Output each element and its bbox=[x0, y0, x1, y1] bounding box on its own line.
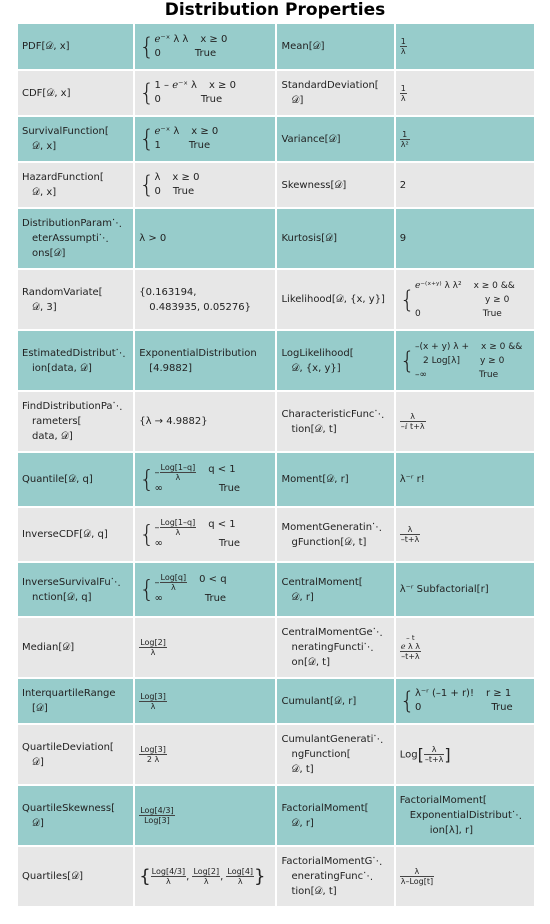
property-value: { ℯ⁻⁽ˣ⁺ʸ⁾ λ λ² x ≥ 0 && y ≥ 0 0 True bbox=[396, 270, 534, 329]
property-value: { ℯ⁻ˣ λ λ x ≥ 0 0 True bbox=[135, 24, 275, 69]
table-row bbox=[18, 618, 534, 677]
property-label: InterquartileRange [𝒟] bbox=[18, 679, 133, 723]
property-value: λ⁻ʳ Subfactorial[r] bbox=[396, 563, 534, 616]
table-row bbox=[18, 117, 534, 161]
page-title: Distribution Properties bbox=[164, 0, 386, 20]
table-row bbox=[18, 209, 534, 268]
property-value: $\frac{1}{\lambda}$ bbox=[396, 71, 534, 115]
property-value: Log[ $\frac{\lambda}{-t+\lambda}$ ] bbox=[396, 725, 534, 784]
table-row bbox=[18, 270, 534, 329]
property-value: 9 bbox=[396, 209, 534, 268]
property-label: FindDistributionPa⋱ rameters[ data, 𝒟] bbox=[18, 392, 133, 451]
table-row bbox=[18, 392, 534, 451]
table-row bbox=[18, 71, 534, 115]
property-label: SurvivalFunction[ 𝒟, x] bbox=[18, 117, 133, 161]
property-value: { 1 – ℯ⁻ˣ λ x ≥ 0 0 True bbox=[135, 71, 275, 115]
property-value: $\frac{\lambda}{\text{λ–Log[t]}}$ bbox=[396, 847, 534, 906]
property-label: CDF[𝒟, x] bbox=[18, 71, 133, 115]
property-label: Variance[𝒟] bbox=[277, 117, 393, 161]
property-label: EstimatedDistribut⋱ ion[data, 𝒟] bbox=[18, 331, 133, 390]
property-value: ExponentialDistribution [4.9882] bbox=[135, 331, 275, 390]
table-row bbox=[18, 725, 534, 784]
property-label: DistributionParam⋱ eterAssumpti⋱ ons[𝒟] bbox=[18, 209, 133, 268]
table-row bbox=[18, 847, 534, 906]
table-row bbox=[18, 508, 534, 561]
table-row bbox=[18, 563, 534, 616]
property-label: PDF[𝒟, x] bbox=[18, 24, 133, 69]
property-value: { – $\frac{\text{Log[q]}}{\lambda}$ 0 < q ∞ True bbox=[135, 563, 275, 616]
property-label: Moment[𝒟, r] bbox=[277, 453, 393, 506]
property-value: { – $\frac{\text{Log[1–q]}}{\lambda}$ q < 1 ∞ True bbox=[135, 453, 275, 506]
property-label: Mean[𝒟] bbox=[277, 24, 393, 69]
table-row bbox=[18, 331, 534, 390]
property-label: InverseCDF[𝒟, q] bbox=[18, 508, 133, 561]
property-label: Skewness[𝒟] bbox=[277, 163, 393, 207]
property-label: Kurtosis[𝒟] bbox=[277, 209, 393, 268]
property-value: FactorialMoment[ ExponentialDistribut⋱ ion[λ], r] bbox=[396, 786, 534, 845]
property-label: CumulantGenerati⋱ ngFunction[ 𝒟, t] bbox=[277, 725, 393, 784]
property-label: CentralMomentGe⋱ neratingFuncti⋱ on[𝒟, t] bbox=[277, 618, 393, 677]
property-value: { λ⁻ʳ (–1 + r)! r ≥ 1 0 True bbox=[396, 679, 534, 723]
property-label: Likelihood[𝒟, {x, y}] bbox=[277, 270, 393, 329]
property-value: – t ℯ λ λ –t+λ bbox=[396, 618, 534, 677]
table-row bbox=[18, 163, 534, 207]
property-value: $\frac{\lambda}{-t+\lambda}$ bbox=[396, 508, 534, 561]
property-value: λ > 0 bbox=[135, 209, 275, 268]
property-label: CentralMoment[ 𝒟, r] bbox=[277, 563, 393, 616]
property-value: $\frac{1}{\text{λ²}}$ bbox=[396, 117, 534, 161]
property-label: Quartiles[𝒟] bbox=[18, 847, 133, 906]
property-label: Cumulant[𝒟, r] bbox=[277, 679, 393, 723]
property-label: Quantile[𝒟, q] bbox=[18, 453, 133, 506]
properties-table bbox=[16, 22, 536, 908]
property-value: $\frac{\text{Log[4/3]}}{\text{Log[3]}}$ bbox=[135, 786, 275, 845]
property-label: InverseSurvivalFu⋱ nction[𝒟, q] bbox=[18, 563, 133, 616]
property-label: CharacteristicFunc⋱ tion[𝒟, t] bbox=[277, 392, 393, 451]
property-value: 2 bbox=[396, 163, 534, 207]
table-row bbox=[18, 24, 534, 69]
property-value: $\frac{1}{\lambda}$ bbox=[396, 24, 534, 69]
property-value: { λ x ≥ 0 0 True bbox=[135, 163, 275, 207]
property-label: FactorialMoment[ 𝒟, r] bbox=[277, 786, 393, 845]
property-value: { ℯ⁻ˣ λ x ≥ 0 1 True bbox=[135, 117, 275, 161]
property-label: Median[𝒟] bbox=[18, 618, 133, 677]
property-label: RandomVariate[ 𝒟, 3] bbox=[18, 270, 133, 329]
property-label: LogLikelihood[ 𝒟, {x, y}] bbox=[277, 331, 393, 390]
property-label: StandardDeviation[ 𝒟] bbox=[277, 71, 393, 115]
property-value: $\frac{\text{Log[3]}}{2 \lambda}$ bbox=[135, 725, 275, 784]
property-label: QuartileSkewness[ 𝒟] bbox=[18, 786, 133, 845]
property-value: $\frac{\text{Log[2]}}{\lambda}$ bbox=[135, 618, 275, 677]
table-row bbox=[18, 786, 534, 845]
property-value: { – $\frac{\text{Log[1–q]}}{\lambda}$ q < 1 ∞ True bbox=[135, 508, 275, 561]
property-label: MomentGeneratin⋱ gFunction[𝒟, t] bbox=[277, 508, 393, 561]
property-value: $\frac{\text{Log[3]}}{\lambda}$ bbox=[135, 679, 275, 723]
property-value: {λ → 4.9882} bbox=[135, 392, 275, 451]
property-label: QuartileDeviation[ 𝒟] bbox=[18, 725, 133, 784]
property-label: HazardFunction[ 𝒟, x] bbox=[18, 163, 133, 207]
property-label: FactorialMomentG⋱ eneratingFunc⋱ tion[𝒟, t] bbox=[277, 847, 393, 906]
property-value: $\frac{\lambda}{\text{–ⅈ t+λ}}$ bbox=[396, 392, 534, 451]
property-value: {0.163194, 0.483935, 0.05276} bbox=[135, 270, 275, 329]
property-value: λ⁻ʳ r! bbox=[396, 453, 534, 506]
property-value: { –(x + y) λ + x ≥ 0 && 2 Log[λ] y ≥ 0 –∞ True bbox=[396, 331, 534, 390]
table-row bbox=[18, 453, 534, 506]
table-row bbox=[18, 679, 534, 723]
property-value: { $\frac{\text{Log[4/3]}}{\lambda}$ , $\frac{\text{Log[2]}}{\lambda}$ , $\frac{\text{Log[4]}}{\lambda}$ } bbox=[135, 847, 275, 906]
